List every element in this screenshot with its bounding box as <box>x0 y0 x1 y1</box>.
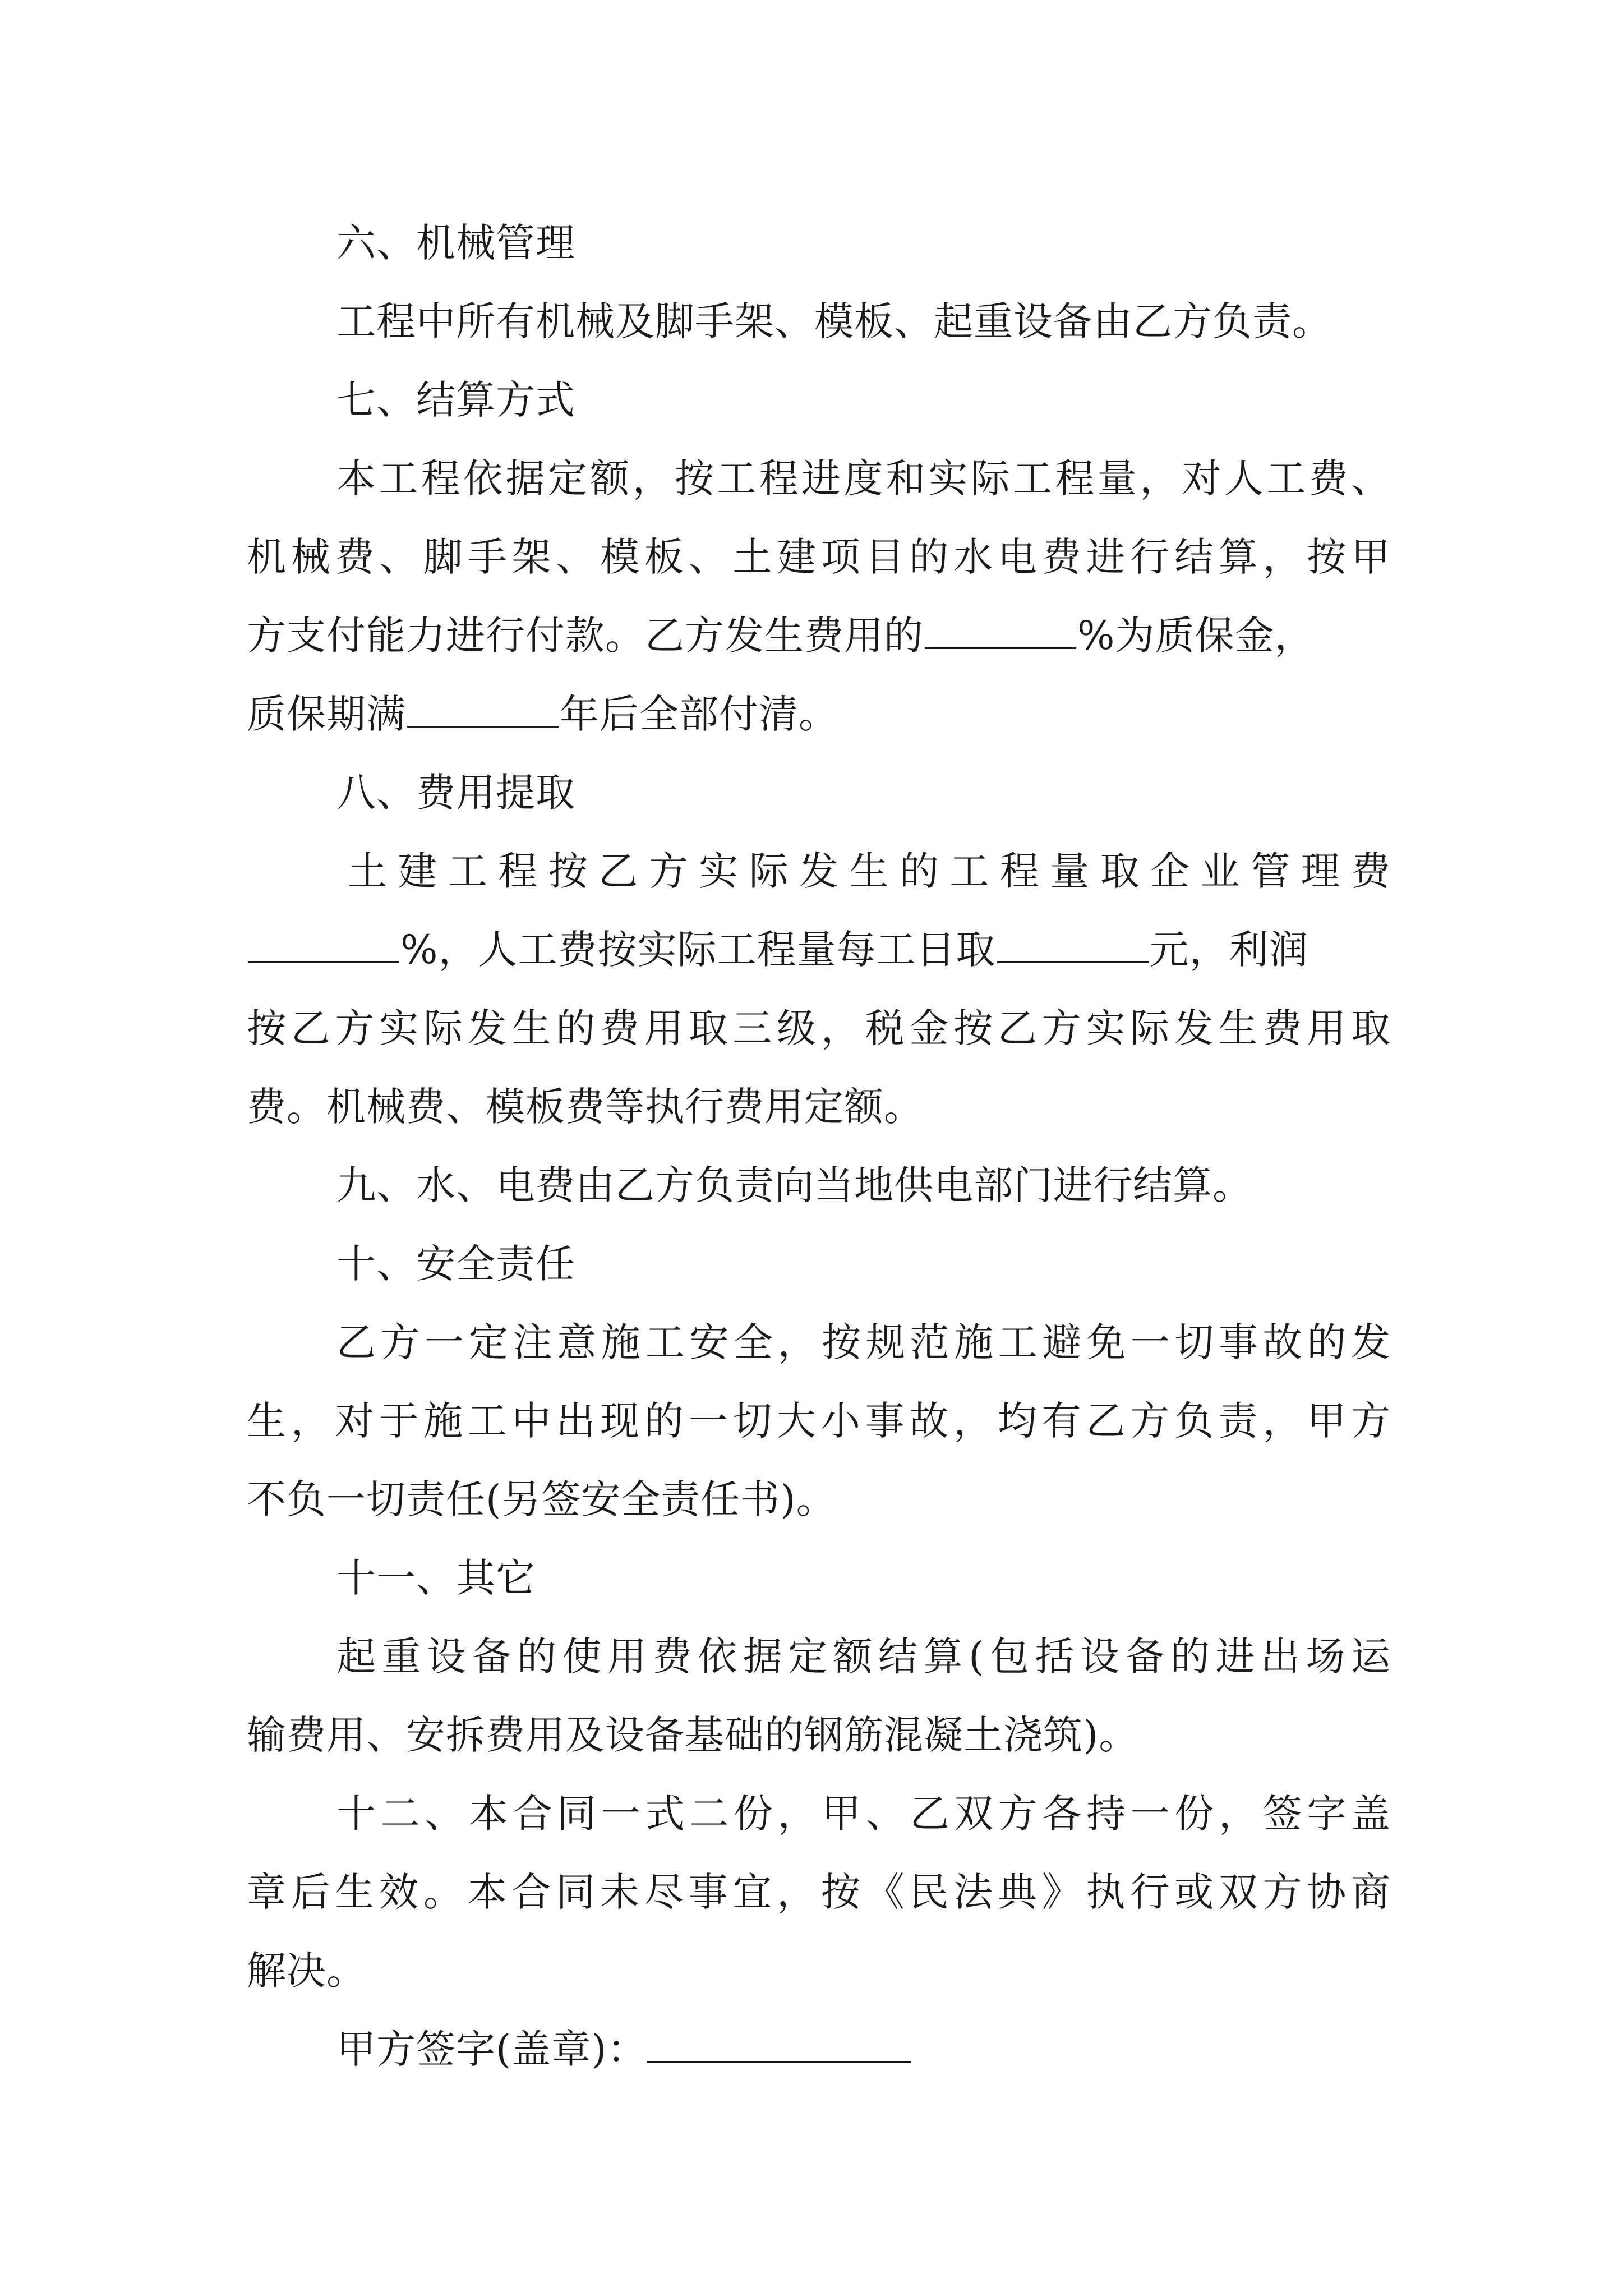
section-9-line-1: 九、水、电费由乙方负责向当地供电部门进行结算。 <box>336 1162 1252 1208</box>
section-7-line-3-text-a: 方支付能力进行付款。乙方发生费用的 <box>247 613 924 659</box>
section-8-line-2-text-a: %，人工费按实际工程量每工日取 <box>400 927 996 973</box>
section-11-line-2: 输费用、安拆费用及设备基础的钢筋混凝土浇筑)。 <box>247 1712 1139 1758</box>
management-fee-percent-blank <box>248 928 399 963</box>
section-10-line-1: 乙方一定注意施工安全，按规范施工避免一切事故的发 <box>336 1319 1391 1365</box>
section-12-line-2: 章后生效。本合同未尽事宜，按《民法典》执行或双方协商 <box>247 1869 1391 1915</box>
section-7-line-4 <box>247 687 1391 741</box>
section-7-line-3 <box>247 609 1391 662</box>
section-10-line-3: 不负一切责任(另签安全责任书)。 <box>247 1476 836 1522</box>
section-6-title: 六、机械管理 <box>336 220 575 266</box>
section-8-line-3: 按乙方实际发生的费用取三级，税金按乙方实际发生费用取 <box>247 1005 1391 1051</box>
section-11-title: 十一、其它 <box>336 1555 536 1601</box>
section-12-line-1: 十二、本合同一式二份，甲、乙双方各持一份，签字盖 <box>336 1791 1391 1837</box>
section-7-line-1: 本工程依据定额，按工程进度和实际工程量，对人工费、 <box>336 455 1391 501</box>
section-11-line-1: 起重设备的使用费依据定额结算(包括设备的进出场运 <box>336 1634 1391 1680</box>
section-7-line-3-text-b: %为质保金， <box>1077 613 1315 659</box>
section-6-body: 工程中所有机械及脚手架、模板、起重设备由乙方负责。 <box>336 298 1332 344</box>
signature-label: 甲方签字(盖章)： <box>336 2026 647 2072</box>
section-8-line-2 <box>247 923 1391 977</box>
section-7-line-2: 机械费、脚手架、模板、土建项目的水电费进行结算，按甲 <box>247 534 1391 580</box>
warranty-years-blank <box>407 692 559 728</box>
quality-deposit-percent-blank <box>925 614 1076 649</box>
section-12-line-3: 解决。 <box>247 1948 366 1994</box>
section-8-title: 八、费用提取 <box>336 770 575 816</box>
section-8-line-2-text-b: 元，利润 <box>1149 927 1309 973</box>
section-7-line-4-text-b: 年后全部付清。 <box>560 691 838 737</box>
party-a-signature-blank <box>647 2027 911 2063</box>
section-10-line-2: 生，对于施工中出现的一切大小事故，均有乙方负责，甲方 <box>247 1398 1391 1444</box>
section-7-title: 七、结算方式 <box>336 377 575 423</box>
daily-labor-rate-blank <box>997 928 1149 963</box>
signature-line <box>336 2022 1391 2076</box>
section-8-line-1: 土建工程按乙方实际发生的工程量取企业管理费 <box>348 848 1391 894</box>
section-10-title: 十、安全责任 <box>336 1241 575 1287</box>
section-7-line-4-text-a: 质保期满 <box>247 691 406 737</box>
section-8-line-4: 费。机械费、模板费等执行费用定额。 <box>247 1084 924 1130</box>
